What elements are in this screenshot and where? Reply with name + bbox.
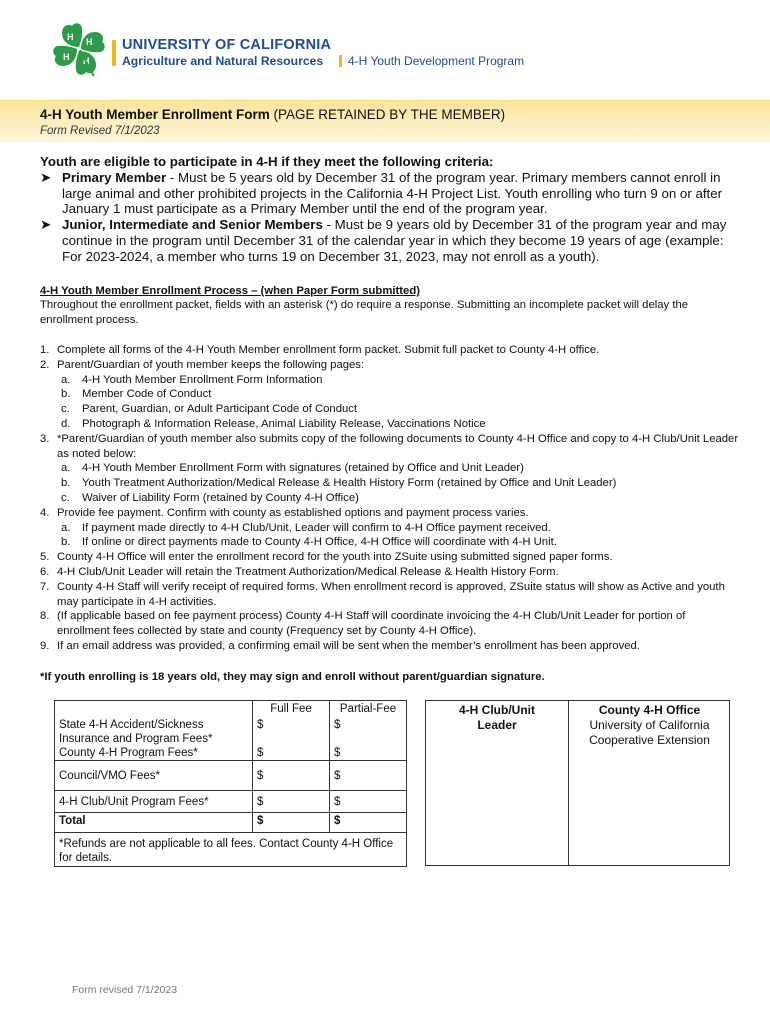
step-number: 9.	[40, 639, 50, 652]
substep-text: Youth Treatment Authorization/Medical Release & Health History Form (retained by Office and Unit Leader)	[82, 477, 617, 490]
substep-text: Photograph & Information Release, Animal Liability Release, Vaccinations Notice	[82, 417, 486, 430]
fee-row-label: State 4-H Accident/Sickness Insurance and Program Fees* County 4-H Program Fees*	[55, 717, 253, 761]
county-office-line2: Cooperative Extension	[589, 733, 710, 747]
footer-revised: Form revised 7/1/2023	[72, 984, 178, 996]
process-substep	[40, 373, 740, 388]
eligibility-item-label: Primary Member	[62, 169, 167, 185]
step-text: Complete all forms of the 4-H Youth Member enrollment form packet. Submit full packet to County 4-H office.	[57, 344, 600, 356]
refund-note: *Refunds are not applicable to all fees. Contact County 4-H Office for details.	[55, 833, 407, 867]
substep-text: If online or direct payments made to County 4-H Office, 4-H Office will coordinate with 4-H Unit.	[82, 536, 557, 549]
substep-letter: d.	[61, 417, 71, 430]
svg-text:H: H	[63, 52, 70, 62]
unit-leader-label: 4-H Club/Unit Leader	[459, 703, 535, 732]
eligibility-item	[40, 170, 740, 217]
process-step	[40, 550, 740, 565]
eligibility-item-text: - Must be 5 years old by December 31 of the program year. Primary members cannot enroll in large animal and other prohibited projects in the California 4-H Project List. Youth enrolling who turn 9 on or after January 1 must participate as a Primary Member until the end of the program year.	[62, 169, 723, 217]
form-revised-date: Form Revised 7/1/2023	[40, 125, 160, 137]
process-substep	[40, 417, 740, 432]
fee-row-full: $	[253, 791, 330, 813]
fee-row-partial: $	[330, 791, 407, 813]
substep-letter: c.	[61, 403, 70, 416]
step-number: 4.	[40, 506, 50, 519]
process-step	[40, 639, 740, 654]
substep-letter: b.	[61, 477, 71, 490]
form-title-main: 4-H Youth Member Enrollment Form	[40, 107, 270, 122]
step-text: Provide fee payment. Confirm with county as established options and payment process varies.	[57, 506, 529, 519]
process-substep	[40, 535, 740, 550]
step-text: If an email address was provided, a confirming email will be sent when the member’s enrollment has been approved.	[57, 639, 640, 652]
step-text: Parent/Guardian of youth member keeps the following pages:	[57, 358, 365, 371]
svg-text:H: H	[67, 32, 74, 42]
process-substep	[40, 521, 740, 536]
fee-row-label: Council/VMO Fees*	[55, 761, 253, 791]
step-number: 8.	[40, 610, 50, 623]
fees-header-blank	[55, 701, 253, 718]
process-heading: 4-H Youth Member Enrollment Process – (when Paper Form submitted)	[40, 285, 420, 297]
brand-divider	[339, 55, 342, 67]
fee-total-full: $	[253, 813, 330, 833]
fees-col-partial: Partial-Fee	[330, 701, 407, 718]
process-substep	[40, 387, 740, 402]
process-substep	[40, 491, 740, 506]
substep-text: 4-H Youth Member Enrollment Form with signatures (retained by Office and Unit Leader)	[82, 462, 524, 475]
fees-col-full: Full Fee	[253, 701, 330, 718]
process-step	[40, 343, 740, 358]
substep-text: If payment made directly to 4-H Club/Unit, Leader will confirm to 4-H Office payment received.	[82, 521, 551, 534]
arrow-bullet-icon: ➤	[40, 217, 52, 233]
org-subtitle: Agriculture and Natural Resources	[122, 54, 324, 68]
substep-text: 4-H Youth Member Enrollment Form Information	[82, 373, 323, 386]
program-name: 4-H Youth Development Program	[348, 54, 525, 68]
process-step	[40, 432, 740, 462]
fees-table	[54, 700, 407, 867]
fee-row-partial: $ $	[330, 717, 407, 761]
process-step	[40, 609, 740, 639]
substep-letter: a.	[61, 521, 71, 534]
fee-total-label: Total	[55, 813, 253, 833]
age-18-note: *If youth enrolling is 18 years old, they may sign and enroll without parent/guardian signature.	[40, 671, 545, 683]
step-text: *Parent/Guardian of youth member also submits copy of the following documents to County 4-H Office and copy to 4-H Club/Unit Leader as noted below:	[57, 432, 739, 460]
process-step	[40, 358, 740, 373]
step-text: (If applicable based on fee payment process) County 4-H Staff will coordinate invoicing the 4-H Club/Unit Leader for portion of enrollment fees collected by state and county (Frequency set by County 4-H Office).	[57, 610, 686, 638]
arrow-bullet-icon: ➤	[40, 169, 52, 185]
process-substep	[40, 461, 740, 476]
substep-letter: c.	[61, 491, 70, 504]
eligibility-heading: Youth are eligible to participate in 4-H if they meet the following criteria:	[40, 154, 494, 169]
4h-clover-icon	[50, 20, 108, 78]
step-text: 4-H Club/Unit Leader will retain the Treatment Authorization/Medical Release & Health History Form.	[57, 565, 559, 578]
process-steps-list	[40, 343, 740, 654]
step-text: County 4-H Staff will verify receipt of required forms. When enrollment record is approved, ZSuite status will show as Active and youth may participate in 4-H activities.	[57, 580, 725, 608]
substep-letter: b.	[61, 388, 71, 401]
form-title	[40, 107, 505, 122]
step-number: 7.	[40, 580, 50, 593]
substep-letter: a.	[61, 462, 71, 475]
process-substep	[40, 402, 740, 417]
process-step	[40, 506, 740, 521]
substep-text: Member Code of Conduct	[82, 388, 212, 401]
svg-text:H: H	[83, 56, 90, 66]
process-intro: Throughout the enrollment packet, fields with an asterisk (*) do require a response. Submitting an incomplete packet will delay the enrollment process.	[40, 299, 689, 326]
svg-text:H: H	[86, 37, 93, 47]
form-title-suffix: (PAGE RETAINED BY THE MEMBER)	[269, 107, 506, 122]
title-banner	[0, 100, 770, 142]
unit-county-box	[425, 700, 730, 866]
county-office-title: County 4-H Office	[598, 703, 701, 717]
fee-total-partial: $	[330, 813, 407, 833]
fee-row-full: $	[253, 761, 330, 791]
eligibility-section	[40, 154, 740, 265]
eligibility-item-text: - Must be 9 years old by December 31 of the program year and may continue in the program until December 31 of the calendar year in which they become 19 years of age (example: For 2023-2024, a member who turns 19 on December 31, 2023, may not enroll as a youth).	[62, 217, 727, 264]
substep-letter: b.	[61, 536, 71, 549]
substep-text: Waiver of Liability Form (retained by County 4-H Office)	[82, 491, 359, 504]
step-number: 5.	[40, 551, 50, 564]
step-number: 3.	[40, 432, 50, 445]
substep-letter: a.	[61, 373, 71, 386]
fee-row-full: $ $	[253, 717, 330, 761]
brand-accent-bar	[112, 40, 116, 66]
step-number: 6.	[40, 565, 50, 578]
county-office-line1: University of California	[589, 718, 710, 732]
step-text: County 4-H Office will enter the enrollment record for the youth into ZSuite using submitted signed paper forms.	[57, 551, 613, 564]
step-number: 2.	[40, 358, 50, 371]
county-office-block	[569, 703, 730, 748]
eligibility-item	[40, 217, 740, 264]
fee-row-label: 4-H Club/Unit Program Fees*	[55, 791, 253, 813]
letterhead	[0, 0, 770, 100]
process-step	[40, 580, 740, 610]
step-number: 1.	[40, 344, 50, 356]
eligibility-item-label: Junior, Intermediate and Senior Members	[62, 217, 323, 233]
fee-row-partial: $	[330, 761, 407, 791]
process-substep	[40, 476, 740, 491]
substep-text: Parent, Guardian, or Adult Participant Code of Conduct	[82, 403, 358, 416]
process-step	[40, 565, 740, 580]
process-section	[40, 284, 740, 327]
org-name: UNIVERSITY OF CALIFORNIA	[122, 37, 332, 53]
